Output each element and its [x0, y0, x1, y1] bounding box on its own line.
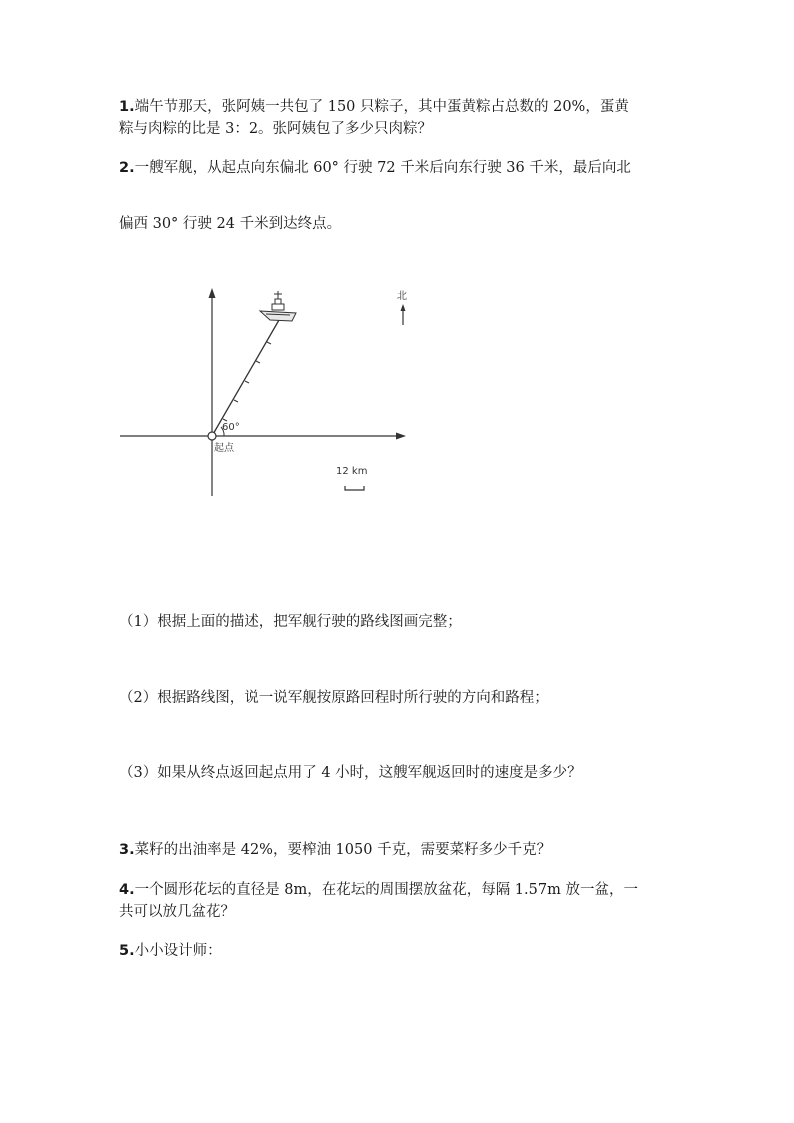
problem-3-line-1: [119, 839, 551, 861]
route-ticks: [223, 342, 271, 421]
route-segment-1: [212, 320, 279, 436]
problem-3-text: 菜籽的出油率是 42%，要榨油 1050 千克，需要菜籽多少千克？: [134, 842, 552, 858]
problem-1-number: 1.: [119, 99, 135, 115]
problem-2-text-1: 一艘军舰，从起点向东偏北 60° 行驶 72 千米后向东行驶 36 千米，最后向北: [134, 160, 631, 176]
problem-5-number: 5.: [119, 943, 135, 959]
problem-2-sub-3: （3）如果从终点返回起点用了 4 小时，这艘军舰返回时的速度是多少？: [119, 765, 582, 781]
problem-4-line-2: 共可以放几盆花？: [119, 904, 235, 920]
problem-1-line-1: [119, 96, 629, 118]
ship-icon: [260, 291, 296, 321]
problem-4-text-1: 一个圆形花坛的直径是 8m，在花坛的周围摆放盆花，每隔 1.57m 放一盆，一: [134, 882, 638, 898]
vertical-axis-arrow: [209, 288, 216, 298]
north-label: 北: [397, 291, 407, 302]
horizontal-axis-arrow: [396, 433, 406, 440]
problem-2-sub-2: （2）根据路线图，说一说军舰按原路回程时所行驶的方向和路程；: [119, 690, 549, 706]
problem-4-number: 4.: [119, 882, 135, 898]
problem-1-text-1: 端午节那天，张阿姨一共包了 150 只粽子，其中蛋黄粽占总数的 20%，蛋黄: [134, 99, 629, 115]
angle-label: 60°: [222, 422, 240, 433]
problem-2-line-2: 偏西 30° 行驶 24 千米到达终点。: [119, 216, 342, 232]
problem-5-text: 小小设计师：: [134, 943, 222, 959]
problem-2-line-1: [119, 157, 631, 179]
problem-2-number: 2.: [119, 160, 135, 176]
problem-4-line-1: [119, 879, 638, 901]
route-diagram: [110, 280, 430, 505]
scale-label: 12 km: [336, 466, 368, 477]
origin-marker: [208, 432, 216, 440]
origin-label: 起点: [214, 443, 234, 454]
north-arrow-head-icon: [401, 304, 406, 311]
problem-1-line-2: 粽与肉粽的比是 3：2。张阿姨包了多少只肉粽？: [119, 121, 433, 137]
scale-bar: [345, 486, 364, 490]
problem-3-number: 3.: [119, 842, 135, 858]
problem-2-sub-1: （1）根据上面的描述，把军舰行驶的路线图画完整；: [119, 614, 462, 630]
problem-5-line-1: [119, 940, 222, 962]
